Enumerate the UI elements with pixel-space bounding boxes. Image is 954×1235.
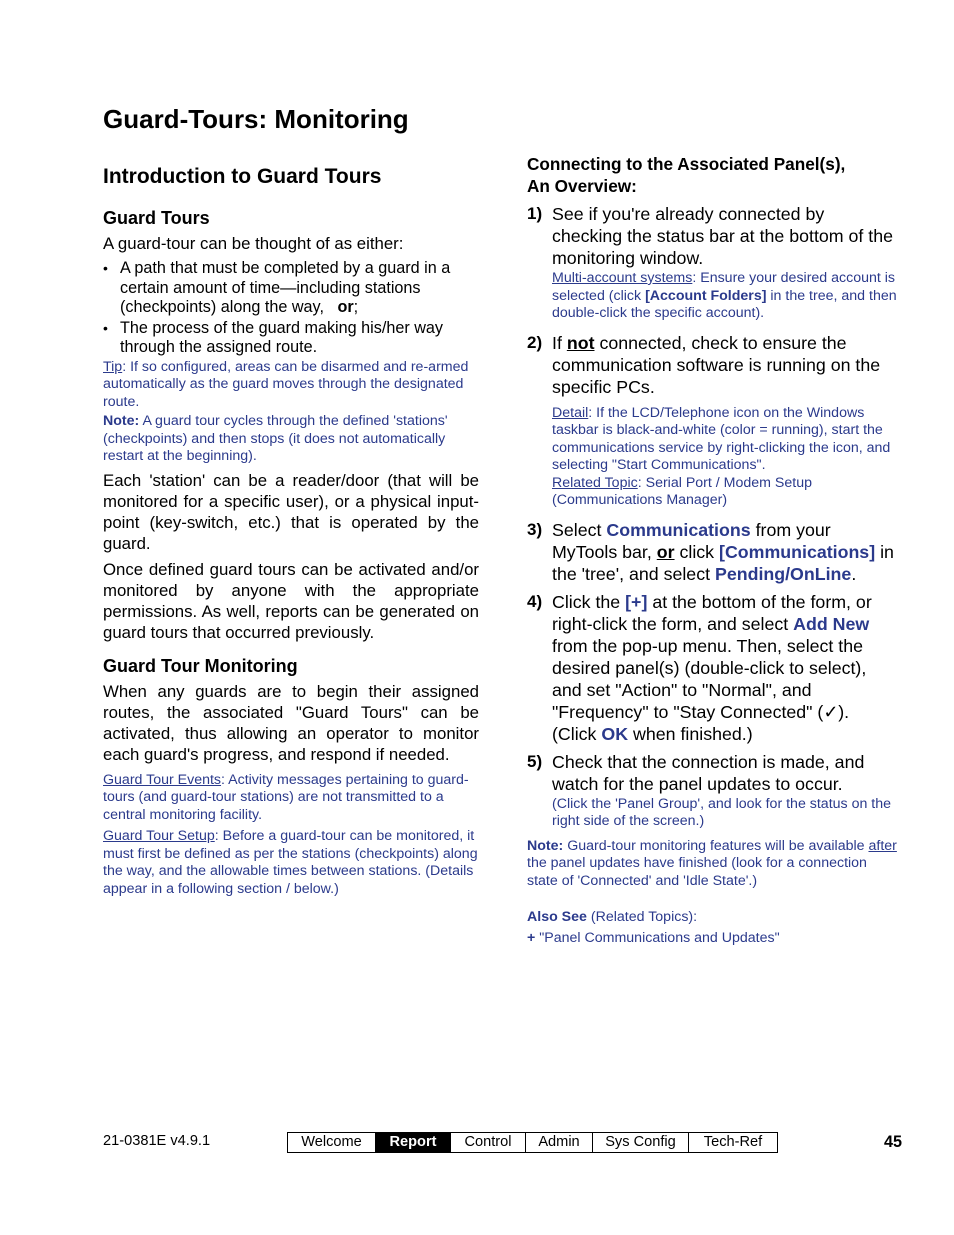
tab-sys-config[interactable]: Sys Config [593, 1133, 689, 1152]
connecting-heading-line1: Connecting to the Associated Panel(s), [527, 154, 846, 174]
step4-text [552, 591, 897, 745]
step2-text1: If [552, 332, 562, 353]
note-paragraph [103, 413, 479, 466]
list-item [120, 259, 479, 318]
page-number: 45 [884, 1133, 903, 1151]
document-code: 21-0381E v4.9.1 [103, 1133, 211, 1149]
add-new-label: Add New [793, 613, 870, 634]
section-nav-bar [287, 1132, 778, 1153]
bullet2-text: The process of the guard making his/her way through the assigned route. [120, 318, 444, 356]
communications-tree-label: [Communications] [719, 541, 876, 562]
step3-t3: click [679, 541, 715, 562]
step1-text: See if you're already connected by checking the status bar at the bottom of the monitoring window. [552, 204, 894, 268]
step5-small: (Click the 'Panel Group', and look for the status on the right side of the screen.) [552, 795, 892, 829]
tab-control[interactable]: Control [451, 1133, 526, 1152]
communications-label: Communications [606, 519, 751, 540]
panel-communications-link[interactable]: "Panel Communications and Updates" [539, 930, 780, 946]
plus-icon: + [527, 930, 536, 946]
tip-text: : If so configured, areas can be disarmed and re-armed automatically as the guard moves through the designated route. [103, 358, 469, 410]
ok-label: OK [601, 723, 629, 744]
bullet1-text: A path that must be completed by a guard in a certain amount of time—including stations (checkpoints) along the way, [120, 259, 451, 316]
right-column [527, 153, 897, 950]
right-note-t1: Guard-tour monitoring features will be available [567, 837, 865, 854]
bullet1-or: or [337, 298, 354, 316]
step3-t2: from your MyTools bar, [552, 519, 831, 562]
pending-online-label: Pending/OnLine [714, 563, 852, 584]
step4-t1: Click the [552, 591, 621, 612]
guard-tour-setup-link[interactable]: Guard Tour Setup [103, 828, 215, 844]
step-number: 2) [527, 332, 543, 352]
add-plus-label: [+] [625, 591, 648, 612]
step2-text [552, 332, 897, 398]
step5-text: Check that the connection is made, and watch for the panel updates to occur. [552, 751, 865, 794]
guard-tour-events-link[interactable]: Guard Tour Events [103, 771, 222, 788]
step3-t4: in the 'tree', and select [552, 541, 894, 584]
tab-admin[interactable]: Admin [526, 1133, 593, 1152]
step-number: 1) [527, 204, 543, 223]
right-note-t2: the panel updates have finished (look for a connection state of 'Connected' and 'Idle State'.) [527, 855, 867, 889]
setup-text: : Before a guard-tour can be monitored, it must first be defined as per the stations (checkpoints) along the way, and the allowable times between stations. (Details appear in a following section / below.) [103, 828, 478, 897]
step-number: 3) [527, 519, 543, 539]
step3-or: or [656, 541, 675, 562]
left-column [103, 164, 479, 900]
note-text: A guard tour cycles through the defined 'stations' (checkpoints) and then stops (it does not automatically restart at the beginning). [103, 413, 448, 464]
tab-welcome[interactable]: Welcome [288, 1133, 376, 1152]
tab-tech-ref[interactable]: Tech-Ref [703, 1134, 763, 1150]
also-see-item[interactable] [527, 929, 897, 947]
step2-detail [552, 405, 897, 475]
step-3 [527, 519, 897, 586]
tip-link[interactable]: Tip [103, 358, 123, 375]
step-4 [527, 591, 897, 746]
step3-text [552, 519, 897, 585]
also-see-text: (Related Topics): [590, 909, 698, 925]
step-number: 4) [527, 591, 543, 611]
monitoring-paragraph: When any guards are to begin their assigned routes, the associated "Guard Tours" can be activated, thus allowing an operator to monitor each guard's progress, and respond if needed. [103, 681, 479, 764]
detail-link[interactable]: Detail [552, 404, 589, 421]
events-text: : Activity messages pertaining to guard-tours (and guard-tour stations) are not transmitted to a central monitoring facility. [103, 771, 469, 823]
section-heading-intro: Introduction to Guard Tours [103, 165, 382, 188]
station-paragraph: Each 'station' can be a reader/door (that will be monitored for a specific user), or a physical input-point (key-switch, etc.) that is operated by the guard. [103, 470, 479, 553]
step-5 [527, 751, 897, 835]
step-number: 5) [527, 751, 543, 771]
step3-t1: Select [552, 519, 602, 540]
connecting-heading [527, 153, 897, 197]
guard-tour-monitoring-heading: Guard Tour Monitoring [103, 655, 298, 676]
guard-tour-definition-list [103, 259, 479, 358]
list-item [120, 319, 479, 358]
page-title: Guard-Tours: Monitoring [103, 104, 409, 134]
step2-text2: connected, check to ensure the communication software is running on the specific PCs. [552, 332, 881, 397]
multi-account-link[interactable]: Multi-account systems [552, 270, 693, 286]
connecting-heading-line2: An Overview: [527, 176, 637, 196]
bullet1-end: ; [353, 298, 359, 316]
after-link: after [868, 837, 897, 854]
once-defined-paragraph: Once defined guard tours can be activated and/or monitored by anyone with the appropriate permissions. As well, reports can be generated on guard tours that occurred previously. [103, 559, 479, 642]
tip-paragraph [103, 359, 479, 412]
related-topic-link[interactable]: Related Topic [552, 474, 638, 491]
step1-note-text2: in the tree, and then double-click the specific account). [552, 287, 897, 321]
guard-tours-heading: Guard Tours [103, 208, 210, 228]
step3-t5: . [851, 563, 857, 584]
tab-report[interactable]: Report [376, 1133, 451, 1152]
setup-paragraph [103, 828, 479, 898]
also-see [527, 908, 897, 926]
step1-note [552, 270, 897, 323]
step2-related [552, 475, 897, 510]
step1-note-text1: : Ensure your desired account is selected (click [552, 270, 896, 304]
step4-t3: from the pop-up menu. Then, select the desired panel(s) (double-click to select), and set "Action" to "Normal", and "Frequency" to "Stay Connected" (✓). (Click [552, 635, 867, 744]
detail-text: : If the LCD/Telephone icon on the Windows taskbar is black-and-white (color = running), start the communications service by right-clicking the icon, and selecting "Start Communications". [552, 404, 891, 473]
note-label: Note: [103, 413, 140, 429]
account-folders-label: [Account Folders] [645, 287, 767, 304]
step-2 [527, 332, 897, 514]
step-1 [527, 203, 897, 327]
note-label: Note: [527, 837, 564, 854]
right-note [527, 838, 897, 891]
step2-not: not [566, 332, 595, 353]
also-see-label: Also See [527, 909, 587, 925]
step4-t2: at the bottom of the form, or right-click the form, and select [552, 591, 872, 634]
step4-t4: when finished.) [633, 723, 753, 744]
guard-tours-intro: A guard-tour can be thought of as either: [103, 234, 404, 253]
related-text: : Serial Port / Modem Setup (Communications Manager) [552, 474, 812, 508]
events-paragraph [103, 772, 479, 825]
